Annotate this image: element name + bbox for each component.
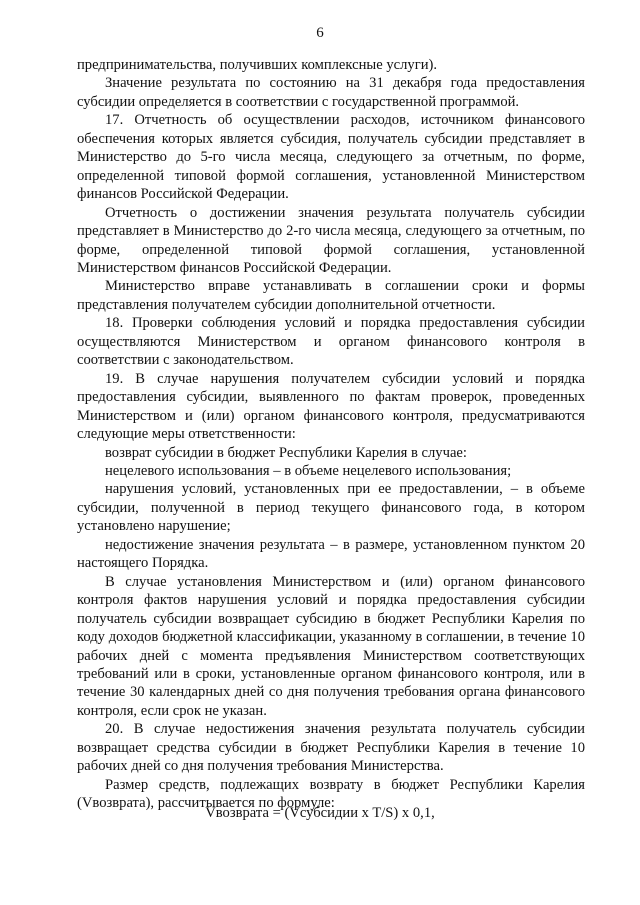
paragraph-20-refund: 20. В случае недостижения значения результата получатель субсидии возвращает средства субсидии в бюджет Республики Карелия в течение 10 рабочих дней со дня получения требования Министерства. bbox=[77, 721, 585, 775]
paragraph-17-expense-report: 17. Отчетность об осуществлении расходов, источником финансового обеспечения которых является субсидия, получатель субсидии представляет в Министерство до 5-го числа месяца, следующего за отчетным, по форме, определенной типовой формой соглашения, установленной Министерством финансов Российской Федерации. bbox=[77, 112, 585, 203]
paragraph-refund-amount: Размер средств, подлежащих возврату в бюджет Республики Карелия (Vвозврата), рассчитывается по формуле: bbox=[77, 776, 585, 812]
document-body bbox=[77, 56, 585, 813]
paragraph-19-violations: 19. В случае нарушения получателем субсидии условий и порядка предоставления субсидии, выявленного по фактам проверок, проведенных Министерством и (или) органом финансового контроля, предусматриваются следующие меры ответственности: bbox=[77, 370, 585, 443]
paragraph-condition-breach: нарушения условий, установленных при ее предоставлении, – в объеме субсидии, полученной в период текущего финансового года, в котором установлено нарушение; bbox=[77, 481, 585, 535]
page-number: 6 bbox=[316, 25, 324, 41]
paragraph-18-inspections: 18. Проверки соблюдения условий и порядка предоставления субсидии осуществляются Министерством и органом финансового контроля в соответствии с законодательством. bbox=[77, 315, 585, 369]
paragraph-additional-reporting: Министерство вправе устанавливать в соглашении сроки и формы представления получателем субсидии дополнительной отчетности. bbox=[77, 278, 585, 313]
paragraph-refund-cases: возврат субсидии в бюджет Республики Карелия в случае: bbox=[105, 444, 467, 461]
refund-formula: Vвозврата = (Vсубсидии x T/S) x 0,1, bbox=[205, 805, 435, 821]
paragraph-refund-procedure: В случае установления Министерством и (или) органом финансового контроля фактов нарушения условий и порядка предоставления субсидии получатель субсидии возвращает субсидию в бюджет Республики Карелия по коду доходов бюджетной классификации, указанному в соглашении, в течение 10 рабочих дней с момента предъявления Министерством соответствующих требований или в сроки, установленные органом финансового контроля, или в течение 30 календарных дней со дня получения требования органа финансового контроля, если срок не указан. bbox=[77, 573, 585, 719]
paragraph-continuation: предпринимательства, получивших комплексные услуги). bbox=[77, 57, 438, 73]
paragraph-misuse: нецелевого использования – в объеме нецелевого использования; bbox=[105, 462, 512, 479]
paragraph-result-not-achieved: недостижение значения результата – в размере, установленном пунктом 20 настоящего Порядка. bbox=[77, 536, 585, 572]
paragraph-result-value: Значение результата по состоянию на 31 декабря года предоставления субсидии определяется в соответствии с государственной программой. bbox=[77, 75, 585, 110]
paragraph-result-report: Отчетность о достижении значения результата получатель субсидии представляет в Министерство до 2-го числа месяца, следующего за отчетным, по форме, определенной типовой формой соглашения, установленной Министерством финансов Российской Федерации. bbox=[77, 204, 585, 276]
